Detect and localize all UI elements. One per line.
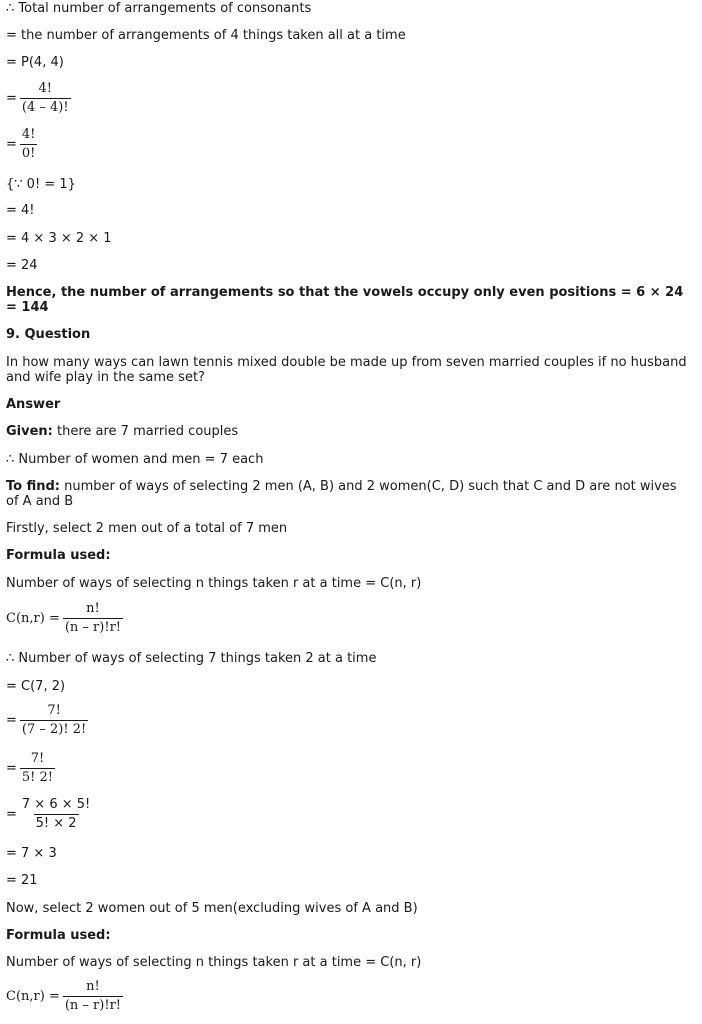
question-text: In how many ways can lawn tennis mixed double be made up from seven married couples if no husband and wife play in the same set? [6, 355, 687, 385]
denominator: 0! [21, 146, 36, 161]
text-line: Number of ways of selecting n things taken r at a time = C(n, r) [6, 955, 422, 970]
denominator: 5! × 2 [35, 816, 77, 831]
text-line: = 4 × 3 × 2 × 1 [6, 231, 112, 246]
denominator: (n – r)!r! [64, 620, 122, 635]
text-line: {∵ 0! = 1} [6, 177, 76, 192]
fraction-expression [6, 798, 92, 831]
formula-heading: Formula used: [6, 928, 111, 943]
text-line: = 21 [6, 873, 38, 888]
text-line: = C(7, 2) [6, 679, 66, 694]
equals-sign: = [6, 761, 17, 776]
numerator: n! [86, 979, 100, 994]
equals-sign: = [6, 91, 17, 106]
equals-sign: = [6, 807, 17, 822]
formula-lhs: C(n,r) = [6, 611, 60, 626]
numerator: 7 × 6 × 5! [21, 797, 91, 812]
fraction-expression [6, 752, 55, 785]
text-line: = 4! [6, 203, 35, 218]
fraction [20, 798, 92, 831]
conclusion-text: Hence, the number of arrangements so that the vowels occupy only even positions = 6 × 24 = 144 [6, 285, 684, 315]
numerator: n! [86, 601, 100, 616]
denominator: (n – r)!r! [64, 998, 122, 1013]
numerator: 4! [21, 127, 36, 142]
text-line: = P(4, 4) [6, 55, 64, 70]
text-line: = the number of arrangements of 4 things taken all at a time [6, 28, 406, 43]
fraction-expression [6, 704, 88, 737]
formula-expression [6, 980, 123, 1013]
equals-sign: = [6, 713, 17, 728]
text-line: Number of ways of selecting n things taken r at a time = C(n, r) [6, 576, 422, 591]
given-label: Given: [6, 424, 53, 439]
to-find-label: To find: [6, 479, 60, 494]
fraction-expression [6, 82, 71, 115]
denominator: (7 – 2)! 2! [21, 722, 87, 737]
formula-lhs: C(n,r) = [6, 989, 60, 1004]
fraction-expression [6, 128, 37, 161]
to-find-text: number of ways of selecting 2 men (A, B) and 2 women(C, D) such that C and D are not wives of A and B [6, 479, 677, 509]
text-line: Now, select 2 women out of 5 men(excluding wives of A and B) [6, 901, 418, 916]
formula-heading: Formula used: [6, 548, 111, 563]
text-line: = 7 × 3 [6, 846, 57, 861]
fraction [20, 752, 55, 785]
fraction [20, 704, 88, 737]
fraction [20, 128, 38, 161]
numerator: 4! [38, 81, 52, 96]
text-line: ∴ Number of ways of selecting 7 things taken 2 at a time [6, 651, 377, 666]
fraction [20, 82, 71, 115]
formula-expression [6, 602, 123, 635]
equals-sign: = [6, 137, 17, 152]
text-line: = 24 [6, 258, 38, 273]
fraction [63, 980, 123, 1013]
answer-heading: Answer [6, 397, 61, 412]
text-line: ∴ Total number of arrangements of consonants [6, 1, 312, 16]
fraction [63, 602, 123, 635]
to-find-line [6, 479, 692, 509]
numerator: 7! [30, 751, 45, 766]
given-line [6, 424, 238, 439]
question-heading: 9. Question [6, 327, 91, 342]
denominator: 5! 2! [21, 770, 54, 785]
denominator: (4 – 4)! [21, 100, 69, 115]
given-text: there are 7 married couples [52, 424, 239, 439]
text-line: ∴ Number of women and men = 7 each [6, 452, 264, 467]
numerator: 7! [47, 703, 61, 718]
text-line: Firstly, select 2 men out of a total of 7 men [6, 521, 288, 536]
